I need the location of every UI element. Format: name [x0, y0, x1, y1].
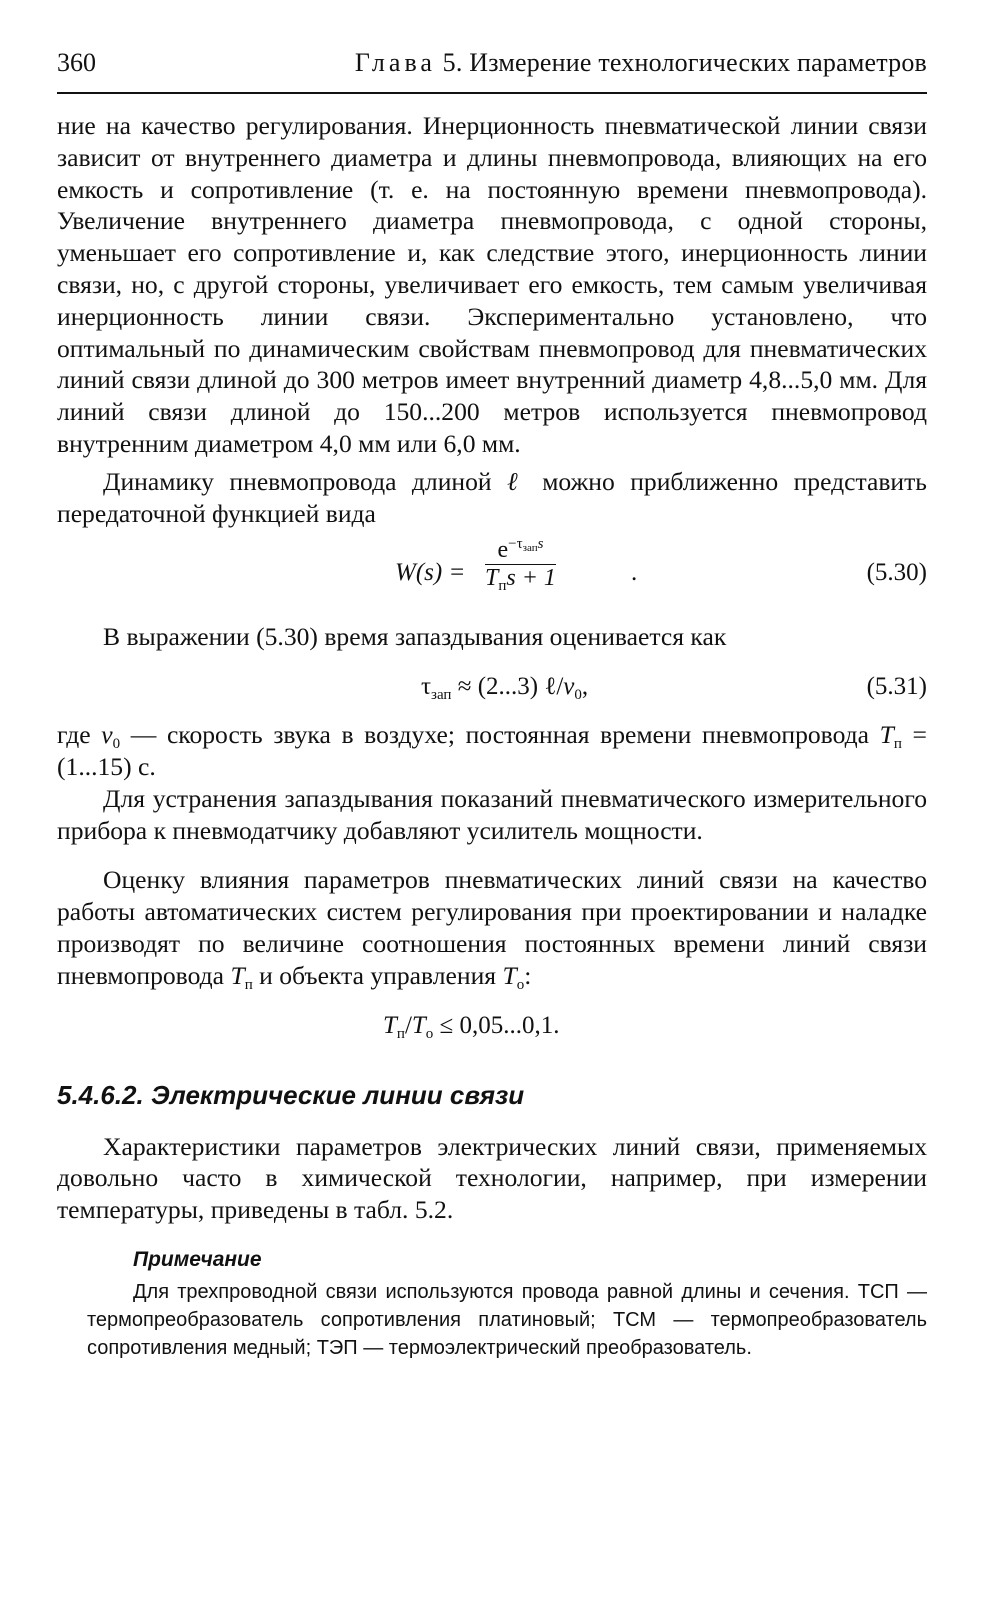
- page-number: 360: [57, 48, 96, 77]
- eq530-number: (5.30): [866, 559, 927, 587]
- chapter-name: 5. Измерение технологических параметров: [442, 48, 927, 77]
- note-text: Для трехпроводной связи используются провода равной длины и сечения. ТСП — термопреобразователь сопротивления платиновый; ТСМ — термопреобразователь сопротивления медный; ТЭП — термоэлектрический преобразователь.: [87, 1280, 927, 1359]
- equation-5-31: [57, 653, 927, 713]
- chapter-word: Глава: [354, 48, 436, 77]
- equation-5-30: W(s) = $e^{-\tau_{зап}s}$ $T_пs + 1$ . (5.30): [395, 536, 927, 595]
- eq530-fraction: [485, 536, 556, 595]
- paragraph-2: Динамику пневмопровода длиной ℓ можно приближенно представить передаточной функцией вида: [57, 466, 927, 528]
- chapter-title: [355, 48, 927, 78]
- paragraph-3: В выражении (5.30) время запаздывания оценивается как: [103, 622, 727, 652]
- ratio-expression: $T_п/T_о \le 0,05...0,1$.: [383, 1011, 560, 1042]
- paragraph-1: ние на качество регулирования. Инерционность пневматической линии связи зависит от внутреннего диаметра и длины пневмопровода, влияющих на его емкость и сопротивление (т. е. на постоянную времени пневмопровода). Увеличение внутреннего диаметра пневмопровода, с одной стороны, уменьшает его сопротивление и, как следствие этого, инерционность линии связи, но, с другой стороны, увеличивает его емкость, тем самым увеличивая инерционность линии связи. Экспериментально установлено, что оптимальный по динамическим свойствам пневмопровод для пневматических линий связи длиной до 300 метров имеет внутренний диаметр 4,8...5,0 мм. Для линий связи длиной до 150...200 метров используется пневмопровод внутренним диаметром 4,0 мм или 6,0 мм.: [57, 111, 927, 458]
- paragraph-6: Оценку влияния параметров пневматических линий связи на качество работы автоматических систем регулирования при проектировании и наладке производят по величине соотношения постоянных времени линий связи пневмопровода $T_п$ и объекта управления $T_о$:: [57, 865, 927, 993]
- paragraph-7: Характеристики параметров электрических линий связи, применяемых довольно часто в химической технологии, например, при измерении температуры, приведены в табл. 5.2.: [57, 1131, 927, 1225]
- equation-ratio: [57, 992, 927, 1056]
- eq530-numerator: $e^{-\tau_{зап}s}$: [497, 536, 544, 564]
- eq530-denominator: $T_пs + 1$: [485, 565, 556, 595]
- length-symbol: ℓ: [507, 466, 527, 496]
- eq531-number: (5.31): [866, 673, 927, 701]
- paragraph-5: Для устранения запаздывания показаний пневматического измерительного прибора к пневмодатчику добавляют усилитель мощности.: [57, 783, 927, 845]
- eq530-lhs: W(s) =: [395, 559, 466, 587]
- paragraph-4: где $v_0$ — скорость звука в воздухе; постоянная времени пневмопровода $T_п = (1...15)$ с.: [57, 720, 927, 781]
- eq531-expression: $\tau_{зап} \approx (2...3)$ $\ell/v_0$,: [421, 673, 589, 704]
- book-page: [57, 48, 927, 1362]
- note-title: Примечание: [133, 1247, 262, 1271]
- section-heading: 5.4.6.2. Электрические линии связи: [57, 1079, 525, 1110]
- running-header: [57, 48, 927, 94]
